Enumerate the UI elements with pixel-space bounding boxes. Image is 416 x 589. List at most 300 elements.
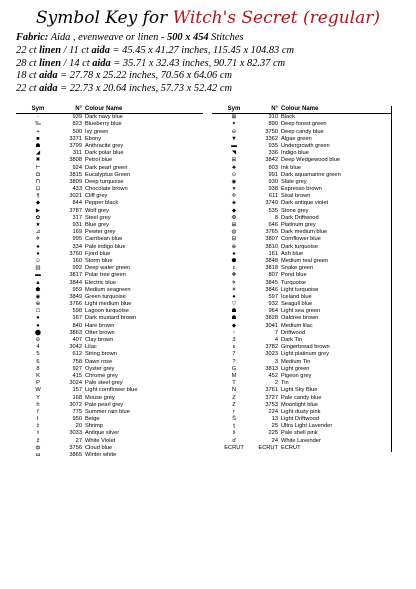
symbol-cell: ž (36, 437, 40, 444)
symbol-cell: ♦ (36, 250, 40, 257)
symbol-cell: ◈ (231, 200, 237, 207)
number-cell: 168 (72, 394, 82, 401)
number-cell: 611 (268, 193, 278, 200)
table-row (212, 215, 392, 222)
number-cell: 407 (72, 337, 82, 343)
number-cell: 935 (268, 142, 278, 149)
table-row (212, 373, 392, 380)
number-cell: 3033 (69, 430, 82, 437)
colour-name-cell: Steel grey (85, 214, 111, 221)
number-cell: 3865 (69, 452, 82, 458)
symbol-cell: Z (232, 394, 236, 401)
colour-name-cell: White Violet (85, 437, 116, 444)
page-title (0, 8, 416, 28)
symbol-cell: Z (232, 401, 236, 408)
colour-name-cell: Dark polar blue (85, 150, 124, 157)
number-cell: 13 (271, 416, 278, 423)
table-row (16, 366, 203, 373)
table-row (16, 165, 203, 172)
table-row (16, 452, 203, 459)
header-colour-name: Colour Name (85, 106, 123, 112)
number-cell: 3021 (69, 193, 82, 200)
symbol-cell: ✖ (35, 157, 41, 164)
colour-name-cell: Gingerbread brown (281, 344, 392, 351)
table-row (16, 186, 203, 193)
table-row (16, 344, 203, 351)
number-cell: 3845 (265, 279, 278, 286)
number-cell: 3828 (265, 315, 278, 322)
colour-name-cell: Dark antique violet (281, 200, 392, 207)
table-row (16, 229, 203, 236)
table-row (16, 129, 203, 136)
table-row (212, 229, 392, 236)
table-row (16, 423, 203, 430)
colour-name-cell: Dark turquoise (281, 244, 392, 251)
colour-name-cell: Slate grey (281, 179, 392, 186)
table-row (212, 330, 392, 337)
symbol-cell: ☖ (35, 308, 41, 315)
number-cell: 167 (72, 315, 82, 322)
symbol-cell: ◉ (231, 178, 237, 185)
symbol-cell: ▽ (231, 301, 237, 308)
colour-name-cell: Pewter grey (85, 229, 116, 236)
size-line: 28 ct linen / 14 ct aida = 35.71 x 32.43 inches, 90.71 x 82.37 cm (16, 57, 286, 69)
number-cell: 433 (72, 186, 82, 193)
number-cell: 3846 (265, 286, 278, 293)
colour-name-cell: Fjord blue (85, 250, 111, 257)
table-row (212, 344, 392, 351)
colour-name-cell: Green turquoise (85, 293, 126, 300)
symbol-cell: M (231, 372, 237, 379)
table-row (16, 308, 203, 315)
symbol-cell: ⊢ (35, 164, 41, 171)
number-cell: 646 (268, 222, 278, 228)
symbol-cell: ◉ (35, 293, 41, 300)
header-sym: Sym (31, 106, 45, 112)
colour-name-cell: ECRUT (281, 445, 392, 452)
number-cell: 500 (72, 128, 82, 135)
colour-name-cell: Electric blue (85, 279, 116, 286)
colour-name-cell: Clay brown (85, 337, 114, 343)
number-cell: 930 (268, 178, 278, 185)
colour-name-cell: Medium lilac (281, 323, 392, 330)
table-row (16, 387, 203, 394)
table-row (16, 402, 203, 409)
table-row (16, 215, 203, 222)
table-row (16, 265, 203, 272)
header-sym: Sym (227, 106, 241, 112)
symbol-cell: 4 (36, 344, 40, 351)
number-cell: 950 (72, 416, 82, 423)
colour-name-cell: Seagull blue (281, 301, 392, 308)
colour-name-cell: Otter brown (85, 329, 115, 336)
table-row (16, 150, 203, 157)
colour-name-cell: Antique silver (85, 430, 120, 437)
number-cell: 7 (274, 329, 278, 336)
number-cell: 3813 (265, 365, 278, 372)
table-row (16, 373, 203, 380)
symbol-cell: ⬤ (34, 329, 42, 336)
colour-name-cell: Light cornflower blue (85, 387, 138, 394)
symbol-cell: ↑ (232, 329, 236, 336)
symbol-cell: ▲ (35, 279, 41, 286)
symbol-cell: § (36, 193, 40, 200)
symbol-cell: ŀ (37, 416, 39, 423)
number-cell: 3782 (265, 344, 278, 351)
number-cell: 932 (268, 301, 278, 308)
colour-name-cell: Beige (85, 416, 100, 423)
table-row (212, 416, 392, 423)
fabric-stitches: Stitches (208, 32, 244, 43)
symbol-cell: ⊖ (231, 128, 237, 135)
fabric-info (16, 32, 412, 96)
colour-name-cell: Lilac (85, 344, 97, 351)
number-cell: 931 (72, 222, 82, 228)
symbol-cell: ● (36, 315, 40, 322)
table-row (212, 208, 392, 215)
number-cell: 3849 (69, 293, 82, 300)
colour-name-cell: Driftwood (281, 330, 392, 337)
table-row (212, 438, 392, 445)
symbol-cell: Y (36, 394, 40, 401)
colour-name-cell: String brown (85, 351, 117, 358)
table-row (16, 409, 203, 416)
table-rows-left (16, 114, 203, 459)
table-row (16, 330, 203, 337)
symbol-cell: ţ (233, 423, 235, 430)
colour-name-cell: Pigeon grey (281, 373, 392, 380)
symbol-cell: ♠ (232, 250, 236, 257)
table-row (212, 157, 392, 164)
colour-name-cell: Indigo blue (281, 150, 392, 157)
table-row (16, 294, 203, 301)
symbol-cell: ⊠ (231, 114, 237, 121)
table-row (16, 323, 203, 330)
symbol-cell: ɗ (232, 437, 236, 444)
symbol-cell: ε (232, 344, 236, 351)
colour-name-cell: Moonlight blue (281, 402, 392, 409)
symbol-cell: ◘ (36, 171, 40, 178)
table-row (16, 351, 203, 358)
size-line: 18 ct aida = 27.78 x 25.22 inches, 70.56 x 64.06 cm (16, 70, 232, 82)
colour-name-cell: Ink blue (281, 165, 392, 172)
table-row (212, 272, 392, 279)
number-cell: 3362 (265, 135, 278, 142)
size-line: 22 ct linen / 11 ct aida = 45.45 x 41.27 inches, 115.45 x 104.83 cm (16, 44, 294, 56)
table-row (16, 315, 203, 322)
symbol-cell: ⊿ (35, 229, 41, 236)
table-row (16, 280, 203, 287)
colour-name-cell: Black (281, 114, 392, 121)
colour-name-cell: Light platinum grey (281, 351, 392, 358)
title-prefix: Symbol Key for (35, 8, 173, 28)
colour-name-cell: Ivy green (85, 128, 109, 135)
table-row (212, 402, 392, 409)
colour-name-cell: Sisal brown (281, 193, 392, 200)
number-cell: 612 (72, 351, 82, 358)
symbol-cell: ECRUT (224, 444, 244, 451)
colour-name-cell: Cloud blue (85, 444, 113, 451)
table-row (16, 114, 203, 121)
table-row (16, 251, 203, 258)
number-cell: 924 (72, 164, 82, 171)
table-row (212, 244, 392, 251)
symbol-cell: ⊞ (231, 157, 237, 164)
table-row (16, 236, 203, 243)
colour-name-cell: Wolf grey (85, 207, 109, 214)
number-cell: 938 (268, 186, 278, 193)
symbol-cell: + (36, 128, 40, 135)
symbol-cell: ◆ (231, 207, 237, 214)
number-cell: 3766 (69, 301, 82, 308)
number-cell: 964 (268, 308, 278, 315)
symbol-cell: ▥ (35, 265, 41, 272)
colour-name-cell: Pale indigo blue (85, 243, 126, 250)
colour-name-cell: Deep forest green (281, 121, 392, 128)
table-row (16, 200, 203, 207)
table-row (212, 294, 392, 301)
colour-name-cell: White Lavender (281, 438, 392, 445)
number-cell: 317 (72, 214, 82, 221)
colour-name-cell: Petrol blue (85, 157, 113, 164)
colour-name-cell: Light Sky Blue (281, 387, 392, 394)
symbol-cell: ⊕ (231, 243, 237, 250)
symbol-cell: ☗ (231, 308, 237, 315)
colour-name-cell: Chocolate brown (85, 186, 128, 193)
table-row (212, 387, 392, 394)
symbol-cell: ▾ (232, 186, 236, 193)
table-rows-right (212, 114, 392, 452)
table-header (212, 106, 392, 114)
number-cell: 3810 (265, 243, 278, 250)
number-cell: 3041 (265, 322, 278, 329)
colour-name-cell: Deep turquoise (85, 178, 124, 185)
table-row (16, 416, 203, 423)
colour-name-cell: Dark aquamarine green (281, 172, 392, 179)
number-cell: 3753 (265, 401, 278, 408)
colour-name-cell: Light Driftwood (281, 416, 392, 423)
symbol-cell: ◥ (231, 150, 237, 157)
number-cell: 8 (274, 214, 278, 221)
table-row (16, 272, 203, 279)
number-cell: 927 (72, 365, 82, 372)
table-row (212, 445, 392, 452)
symbol-cell: ▬ (231, 142, 237, 149)
header-colour-name: Colour Name (281, 106, 392, 113)
number-cell: 992 (72, 265, 82, 272)
number-cell: 169 (72, 229, 82, 236)
table-row (212, 423, 392, 430)
symbol-cell: ⬢ (231, 257, 237, 264)
number-cell: 3072 (69, 401, 82, 408)
colour-name-cell: Ebony (85, 135, 102, 142)
symbol-cell: ❖ (231, 272, 237, 279)
table-row (16, 301, 203, 308)
colour-name-cell: Medium seagreen (85, 286, 131, 293)
symbol-cell: ◆ (231, 322, 237, 329)
table-header (16, 106, 203, 114)
symbol-cell: ☗ (35, 142, 41, 149)
colour-name-cell: Pepper black (85, 200, 119, 207)
table-row (16, 337, 203, 344)
symbol-cell: ⊙ (231, 171, 237, 178)
number-cell: 3808 (69, 157, 82, 164)
colour-name-cell: Dark Tin (281, 337, 392, 344)
symbol-cell: 5 (36, 351, 40, 358)
number-cell: 4 (274, 337, 278, 343)
number-cell: 775 (72, 408, 82, 415)
number-cell: 3750 (265, 128, 278, 135)
number-cell: 535 (268, 207, 278, 214)
table-row (212, 265, 392, 272)
number-cell: 160 (72, 257, 82, 264)
number-cell: 25 (271, 423, 278, 430)
symbol-cell: 7 (232, 351, 236, 358)
number-cell: 803 (268, 164, 278, 171)
symbol-cell: ☗ (231, 315, 237, 322)
colour-name-cell: Light medium blue (85, 301, 132, 308)
symbol-cell: P (36, 380, 40, 387)
colour-name-cell: Blue grey (85, 222, 110, 228)
symbol-cell: ⊘ (35, 337, 41, 343)
colour-name-cell: Deep water green (85, 265, 131, 272)
symbol-cell: ● (36, 322, 40, 329)
number-cell: 452 (268, 372, 278, 379)
colour-name-cell: Lagoon turquoise (85, 308, 129, 315)
colour-name-cell: Shrimp (85, 423, 104, 430)
number-cell: 3761 (265, 387, 278, 394)
table-row (212, 251, 392, 258)
table-row (212, 172, 392, 179)
colour-name-cell: Medium teal green (281, 258, 392, 265)
colour-name-cell: Cornflower blue (281, 236, 392, 243)
colour-name-cell: Pale pearl grey (85, 401, 124, 408)
symbol-cell: ε (232, 265, 236, 272)
number-cell: 2 (274, 380, 278, 387)
table-row (16, 208, 203, 215)
symbol-cell: ✿ (35, 214, 41, 221)
number-cell: 3727 (265, 394, 278, 401)
symbol-cell: ✢ (231, 193, 237, 200)
symbol-cell: ŧ (37, 430, 39, 437)
colour-name-cell: Chrome grey (85, 372, 118, 379)
colour-name-cell: Polar tree green (85, 272, 126, 279)
number-cell: 3842 (265, 157, 278, 164)
colour-name-cell: Turquoise (281, 280, 392, 287)
table-row (16, 136, 203, 143)
symbol-cell: ◢ (35, 150, 41, 157)
symbol-cell: ◆ (35, 200, 41, 207)
number-cell: 310 (268, 114, 278, 121)
symbol-cell: ? (232, 358, 236, 365)
colour-name-cell: Deep candy blue (281, 129, 392, 136)
symbol-cell: 6 (36, 358, 40, 365)
symbol-cell: ✈ (35, 236, 41, 243)
number-cell: 3863 (69, 329, 82, 336)
symbol-cell: ш (35, 452, 41, 458)
colour-name-cell: Iceland blue (281, 294, 392, 301)
symbol-cell: h (36, 401, 40, 408)
colour-name-cell: Oyster grey (85, 365, 115, 372)
number-cell: 890 (268, 121, 278, 128)
symbol-cell: · (37, 114, 39, 121)
colour-name-cell: Light turquoise (281, 287, 392, 294)
fabric-line (16, 32, 412, 45)
number-cell: 3815 (69, 171, 82, 178)
symbol-cell: Ŝ (232, 416, 236, 423)
symbol-cell: ⊞ (231, 222, 237, 228)
number-cell: 758 (72, 358, 82, 365)
number-cell: 3844 (69, 279, 82, 286)
table-row (212, 193, 392, 200)
table-row (212, 359, 392, 366)
symbol-cell: ■ (36, 135, 40, 142)
number-cell: 939 (72, 114, 82, 121)
header-number: N° (75, 106, 82, 112)
number-cell: 3809 (69, 178, 82, 185)
number-cell: 3740 (265, 200, 278, 207)
table-row (16, 258, 203, 265)
table-row (16, 143, 203, 150)
symbol-cell: ✠ (231, 214, 237, 221)
colour-name-cell: Winter white (85, 452, 117, 458)
colour-name-cell: Snake green (281, 265, 392, 272)
table-row (16, 121, 203, 128)
colour-name-cell: Algae green (281, 136, 392, 143)
table-row (16, 179, 203, 186)
symbol-cell: 8 (36, 365, 40, 372)
colour-name-cell: Tin (281, 380, 392, 387)
number-cell: 3818 (265, 265, 278, 272)
colour-name-cell: Dark mustard brown (85, 315, 137, 322)
colour-name-cell: Pale steel grey (85, 380, 123, 387)
table-row (212, 409, 392, 416)
table-row (212, 222, 392, 229)
number-cell: 157 (72, 387, 82, 394)
symbol-cell: ‰ (35, 121, 41, 128)
number-cell: 991 (268, 171, 278, 178)
number-cell: 225 (268, 430, 278, 437)
table-row (212, 337, 392, 344)
table-row (212, 150, 392, 157)
table-row (16, 193, 203, 200)
number-cell: 3760 (69, 250, 82, 257)
symbol-cell: ‡ (36, 423, 40, 430)
symbol-cell: ⊓ (35, 178, 41, 185)
colour-name-cell: Anthracite grey (85, 142, 124, 149)
symbol-cell: K (36, 372, 40, 379)
number-cell: 3371 (69, 135, 82, 142)
colour-name-cell: Medium Tin (281, 359, 392, 366)
number-cell: 224 (268, 408, 278, 415)
symbol-cell: G (231, 365, 237, 372)
colour-name-cell: Stone grey (281, 208, 392, 215)
symbol-cell: ф (35, 444, 41, 451)
colour-name-cell: Pale candy blue (281, 395, 392, 402)
number-cell: 27 (75, 437, 82, 444)
table-row (212, 129, 392, 136)
symbol-cell: ⬟ (35, 286, 41, 293)
colour-name-cell: Storm blue (85, 257, 113, 264)
number-cell: 3024 (69, 380, 82, 387)
number-cell: 336 (268, 150, 278, 157)
symbol-cell: ● (232, 293, 236, 300)
number-cell: 161 (268, 250, 278, 257)
symbol-cell: 3 (232, 337, 236, 343)
table-row (212, 258, 392, 265)
table-row (212, 395, 392, 402)
colour-name-cell: Dark navy blue (85, 114, 123, 121)
